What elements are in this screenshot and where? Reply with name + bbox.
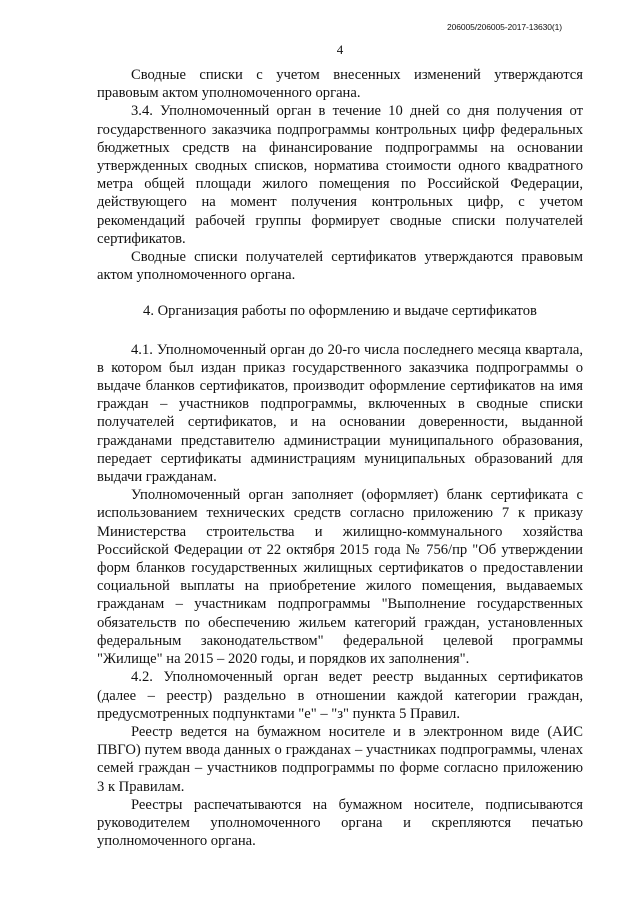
section-heading: 4. Организация работы по оформлению и выдаче сертификатов (143, 303, 537, 320)
document-body (97, 66, 583, 850)
document-id: 206005/206005-2017-13630(1) (447, 22, 562, 32)
paragraph: 4.2. Уполномоченный орган ведет реестр выданных сертификатов (далее – реестр) раздельно в отношении каждой категории граждан, предусмотренных подпунктами "е" – "з" пункта 5 Правил. (97, 669, 583, 722)
paragraph: Реестры распечатываются на бумажном носителе, подписываются руководителем уполномоченного органа и скрепляются печатью уполномоченного органа. (97, 796, 583, 850)
paragraph: 3.4. Уполномоченный орган в течение 10 дней со дня получения от государственного заказчика подпрограммы контрольных цифр федеральных бюджетных средств на финансирование подпрограммы на основании утвержденных сводных списков, норматива стоимости одного квадратного метра общей площади жилого помещения по Российской Федерации, действующего на момент получения контрольных цифр, с учетом рекомендаций рабочей группы формирует сводные списки получателей сертификатов. (97, 103, 583, 247)
paragraph: 4.1. Уполномоченный орган до 20-го числа последнего месяца квартала, в котором был издан приказ государственного заказчика подпрограммы о выдаче бланков сертификатов, производит оформление сертификатов на имя граждан – участников подпрограммы, включенных в сводные списки получателей сертификатов, и на основании доверенности, выданной гражданами представителю администрации муниципального образования, передает сертификаты администрациям муниципальных образований для выдачи гражданам. (97, 341, 583, 486)
paragraph: Реестр ведется на бумажном носителе и в электронном виде (АИС ПВГО) путем ввода данных о гражданах – участниках подпрограммы, членах семей граждан – участников подпрограммы по форме согласно приложению 3 к Правилам. (97, 723, 583, 795)
paragraph: Уполномоченный орган заполняет (оформляет) бланк сертификата с использованием технических средств согласно приложению 7 к приказу Министерства строительства и жилищно-коммунального хозяйства Российской Федерации от 22 октября 2015 года № 756/пр "Об утверждении форм бланков государственных жилищных сертификатов о предоставлении социальной выплаты на приобретение жилого помещения, выдаваемых гражданам – участникам подпрограммы "Выполнение государственных обязательств по обеспечению жильем категорий граждан, установленных федеральным законодательством" федеральной целевой программы "Жилище" на 2015 – 2020 годы, и порядков их заполнения". (97, 487, 583, 668)
paragraph: Сводные списки получателей сертификатов утверждаются правовым актом уполномоченного органа. (97, 249, 583, 284)
paragraph: Сводные списки с учетом внесенных изменений утверждаются правовым актом уполномоченного органа. (97, 67, 583, 102)
page-number: 4 (336, 42, 344, 57)
